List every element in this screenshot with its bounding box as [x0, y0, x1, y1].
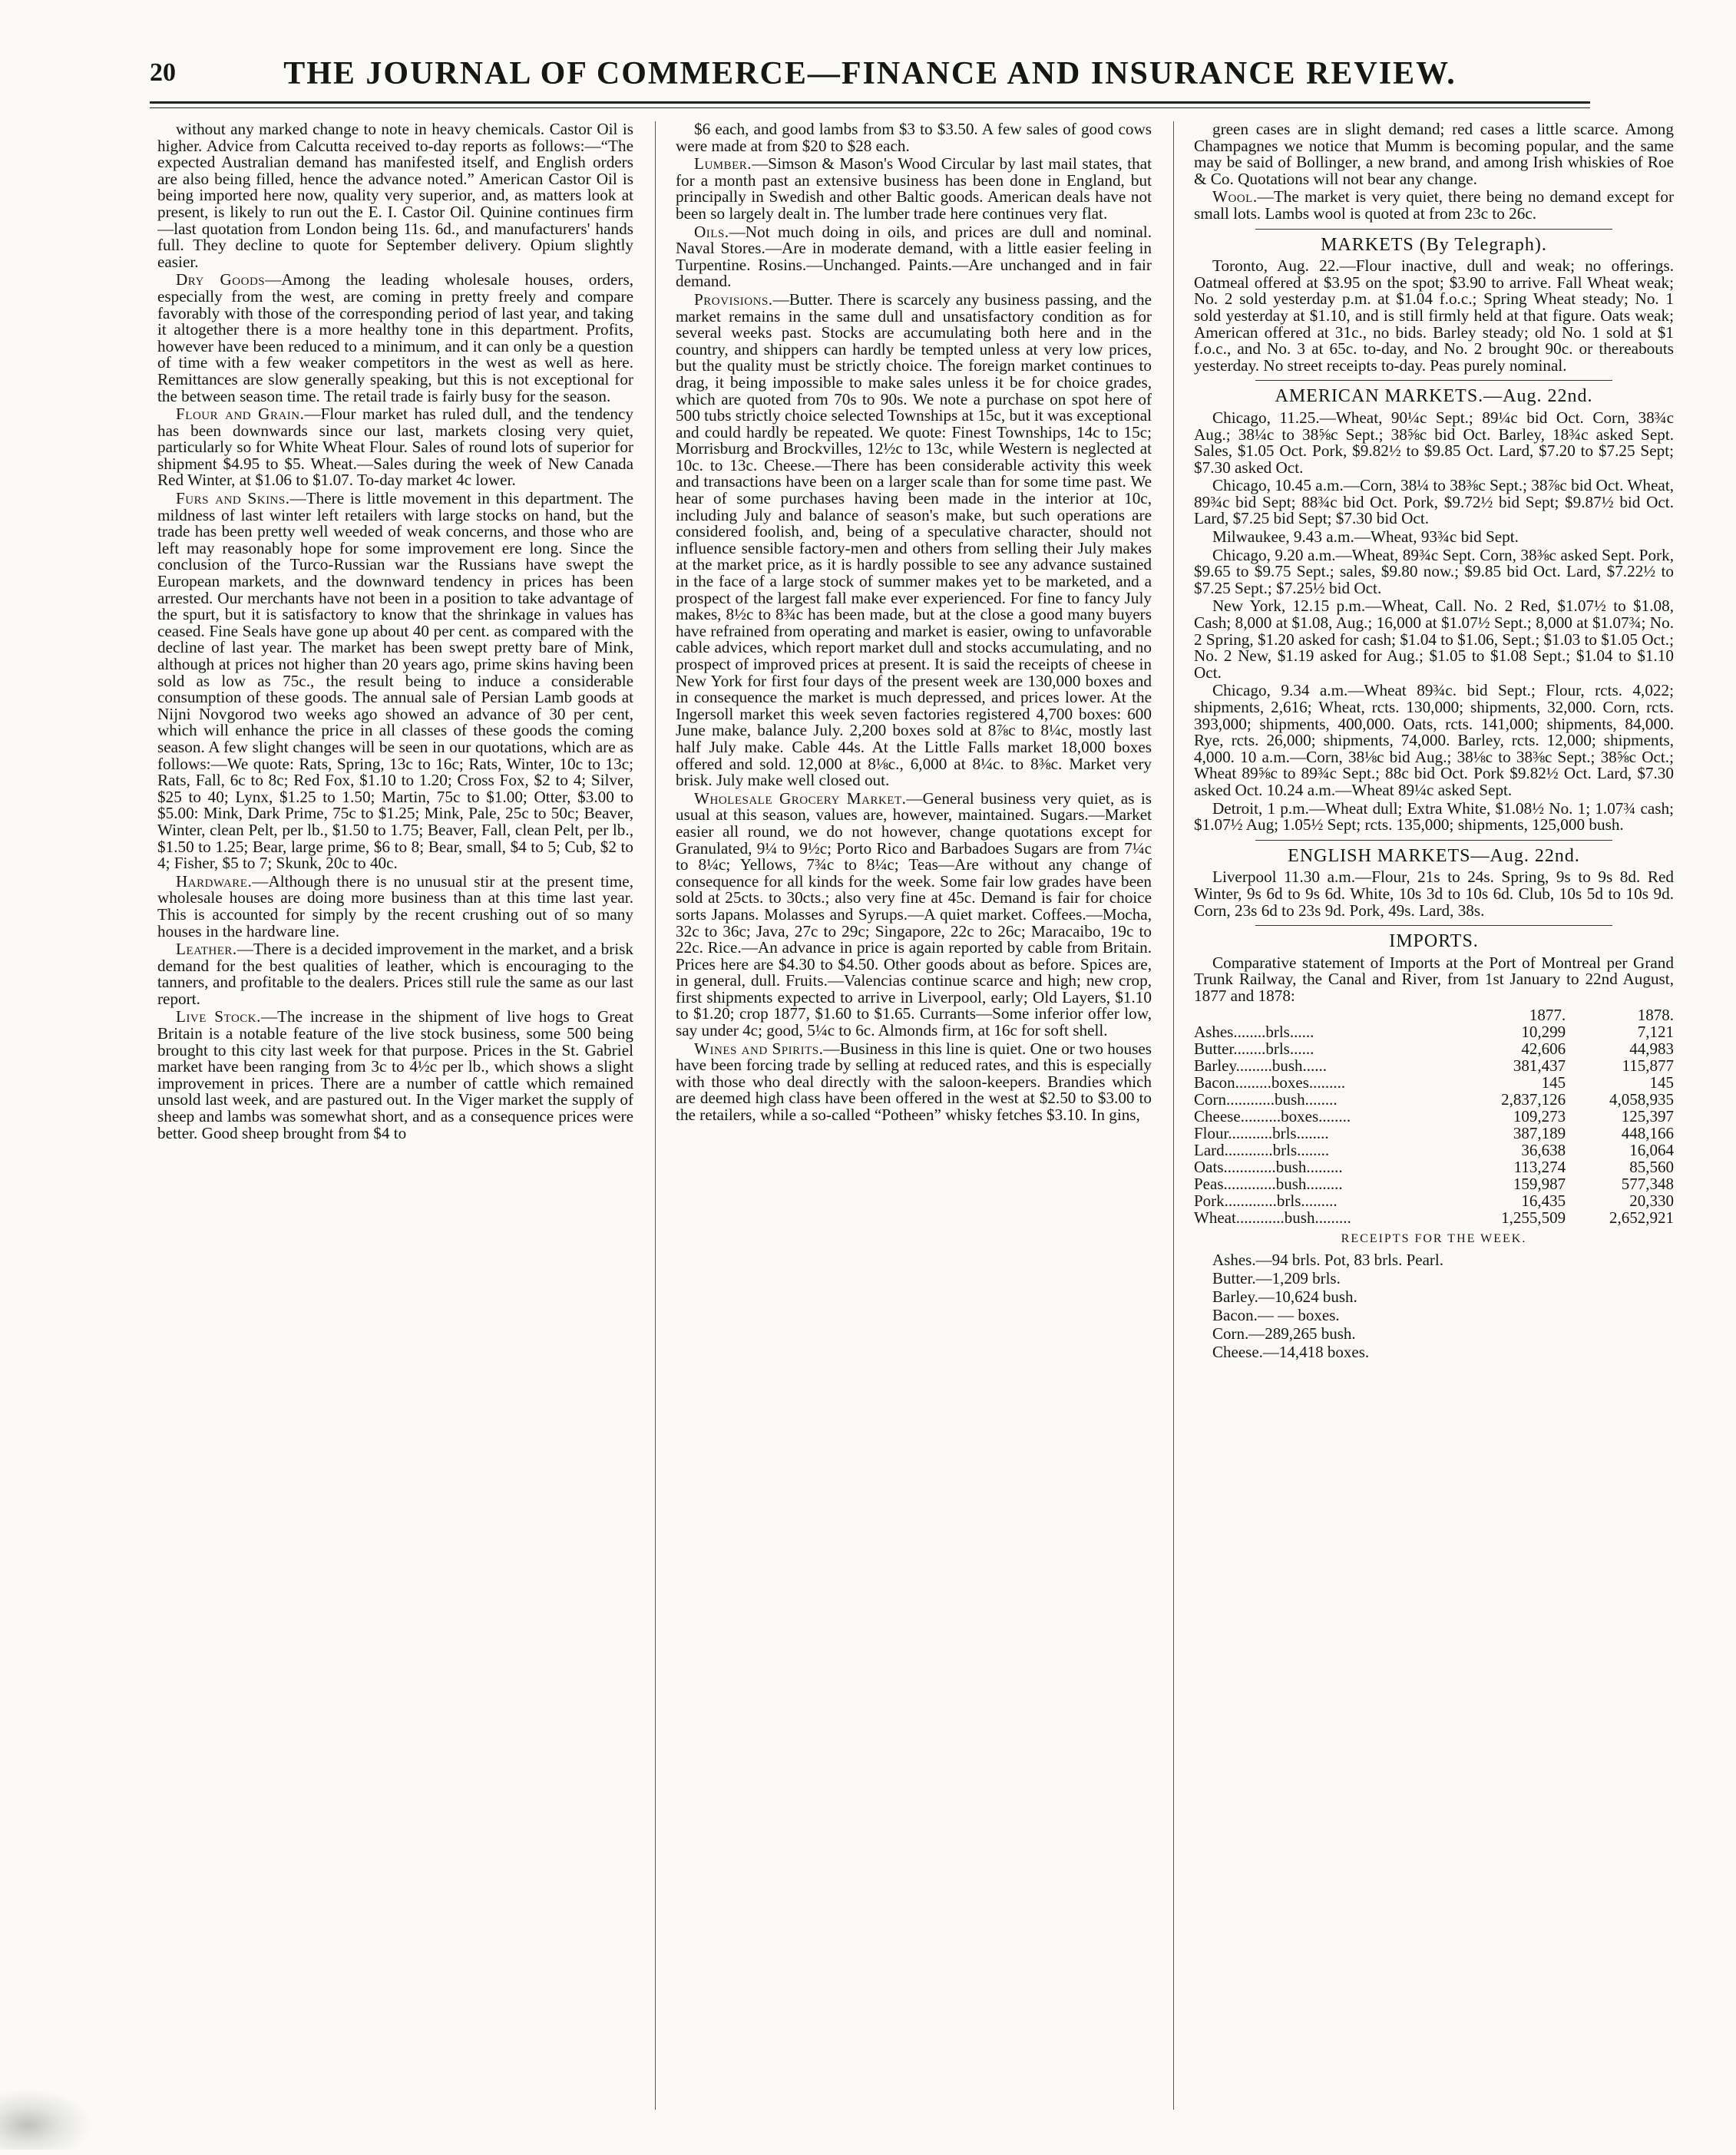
article-paragraph: green cases are in slight demand; red cases a little scarce. Among Champagnes we notice that Mumm is becoming popular, and the same may be said of Bollinger, a new brand, and among Irish whiskies of Roe & Co. Quotations will not bear any change. [1194, 121, 1674, 188]
import-item: Ashes........brls...... [1194, 1022, 1314, 1041]
column-3 [1194, 121, 1674, 2117]
section-rule [1255, 229, 1612, 230]
english-markets-heading: ENGLISH MARKETS—Aug. 22nd. [1288, 845, 1580, 866]
import-value: 4,058,935 [1609, 1089, 1674, 1109]
article-paragraph: $6 each, and good lambs from $3 to $3.50. A few sales of good cows were made at from $20 to $28 each. [676, 121, 1152, 155]
section-heading: Wool. [1212, 187, 1258, 207]
import-value: 16,435 [1521, 1191, 1566, 1210]
section-heading: Furs and Skins. [176, 489, 290, 508]
section-heading: Hardware. [176, 871, 253, 891]
article-paragraph: without any marked change to note in heavy chemicals. Castor Oil is higher. Advice from Calcutta received to-day reports as follows:—“The expected Australian demand has manifested itself, and English orders are also being filled, hence the advance noted.” American Castor Oil is being imported here now, quality very superior, and, as matters look at present, is likely to run out the E. I. Castor Oil. Quinine continues firm—last quotation from London being 11s. 6d., and manufacturers' hands full. They decline to quote for September delivery. Opium slightly easier. [157, 121, 633, 271]
article-paragraph [676, 156, 1152, 222]
import-value: 20,330 [1629, 1191, 1674, 1210]
import-value: 16,064 [1629, 1140, 1674, 1159]
section-rule [1255, 380, 1612, 381]
receipt-line: Ashes.—94 brls. Pot, 83 brls. Pearl. [1212, 1251, 1443, 1270]
paragraph-text: —Business in this line is quiet. One or two houses have been forcing trade by selling at reduced rates, and this is especially with those who deal directly with the saloon-keepers. Brandies which are deemed high class have been offered in the west at $2.50 to $3.00 to the retailers, while a so-called “Potheen” whisky fetches $3.10. In gins, [676, 1039, 1152, 1125]
paragraph-text: —Not much doing in oils, and prices are dull and nominal. Naval Stores.—Are in moderate demand, with a little easier feeling in Turpentine. Rosins.—Unchanged. Paints.—Are unchanged and in fair demand. [676, 222, 1152, 291]
imports-intro: Comparative statement of Imports at the Port of Montreal per Grand Trunk Railway, the Canal and River, from 1st January to 22nd August, 1877 and 1878: [1194, 953, 1674, 1005]
import-value: 42,606 [1521, 1039, 1566, 1058]
paragraph-text: —Flour market has ruled dull, and the tendency has been downwards since our last, markets closing very quiet, particularly so for White Wheat Flour. Sales of round lots of superior for shipment $4.95 to $5. Wheat.—Sales during the week of New Canada Red Winter, at $1.06 to $1.07. To-day market 4c lower. [157, 405, 633, 490]
import-value: 85,560 [1629, 1157, 1674, 1176]
imports-row [1194, 1057, 1674, 1074]
section-heading: Live Stock. [176, 1007, 261, 1026]
imports-year-row [1194, 1006, 1674, 1023]
import-value: 36,638 [1521, 1140, 1566, 1159]
article-paragraph [676, 788, 1152, 1040]
article-paragraph [676, 224, 1152, 290]
paragraph-text: —General business very quiet, as is usual at this season, values are, however, maintained. Sugars.—Market easier all round, we do not however, change quotations except for Granulated, 9¼ to 9½c; Porto Rico and Barbadoes Sugars are from 7¼c to 8¼c; Yellows, 7¾c to 8¼c; Teas—Are without any change of consequence for all kinds for the week. Some fair low grades have been sold at 25cts. to 30cts.; also very fine at 45c. Demand is fair for choice sorts Japans. Molasses and Syrups.—A quiet market. Coffees.—Mocha, 32c to 36c; Java, 27c to 29c; Singapore, 22c to 26c; Maracaibo, 19c to 22c. Rice.—An advance in price is again reported by cable from Britain. Prices here are $4.30 to $4.50. Other goods about as before. Spices are, in general, dull. Fruits.—Valencias continue scarce and high; new crop, first shipments expected to arrive in Liverpool, early; Old Layers, $1.10 to $1.20; crop 1877, $1.60 to $1.65. Currants—Some inferior offer low, say under 4c; good, 5¼c to 6c. Almonds firm, at 16c for soft shell. [676, 788, 1152, 1040]
imports-row [1194, 1074, 1674, 1091]
market-report: New York, 12.15 p.m.—Wheat, Call. No. 2 Red, $1.07½ to $1.08, Cash; 8,000 at $1.08, Aug.; 16,000 at $1.07½ Sept.; 8,000 at $1.07¾; No. 2 Spring, $1.20 asked for cash; $1.04 to $1.06, Sept.; $1.03 to $1.05 Oct.; No. 2 New, $1.19 asked for Aug.; $1.05 to $1.08 Sept.; $1.04 to $1.10 Oct. [1194, 597, 1674, 682]
imports-row [1194, 1040, 1674, 1057]
imports-row [1194, 1158, 1674, 1175]
section-rule [1255, 840, 1612, 841]
section-heading: Wines and Spirits. [694, 1039, 824, 1058]
receipt-line: Bacon.— — boxes. [1212, 1306, 1340, 1325]
section-heading: Lumber. [694, 154, 752, 174]
market-report: Chicago, 11.25.—Wheat, 90¼c Sept.; 89¼c bid Oct. Corn, 38¾c Aug.; 38¼c to 38⅝c Sept.; 38⅝c bid Oct. Barley, 18¾c asked Sept. Sales, $1.05 Oct. Pork, $9.82½ to $9.85 Oct. Lard, $7.20 to $7.25 Sept; $7.30 asked Oct. [1194, 408, 1674, 477]
column-2 [676, 121, 1152, 2117]
imports-row [1194, 1192, 1674, 1209]
market-report: Milwaukee, 9.43 a.m.—Wheat, 93¾c bid Sept. [1212, 527, 1519, 547]
import-item: Bacon.........boxes......... [1194, 1073, 1346, 1092]
imports-row [1194, 1091, 1674, 1108]
paragraph-text: —Simson & Mason's Wood Circular by last mail states, that for a month past an extensive business has been done in England, but principally in Swedish and other Baltic goods. American deals have not been so largely dealt in. The lumber trade here continues very flat. [676, 154, 1152, 223]
paragraph-text: —Although there is no unusual stir at the present time, wholesale houses are doing more business than at this time last year. This is accounted for simply by the recent crushing out of so many houses in the hardware line. [157, 871, 633, 940]
section-heading: Provisions. [694, 289, 773, 309]
article-paragraph [157, 941, 633, 1007]
page-header [150, 55, 1590, 94]
import-item: Wheat............bush......... [1194, 1208, 1351, 1227]
import-item: Butter........brls...... [1194, 1039, 1314, 1058]
receipt-line: Cheese.—14,418 boxes. [1212, 1343, 1370, 1362]
american-markets-heading: AMERICAN MARKETS.—Aug. 22nd. [1275, 386, 1593, 407]
imports-row [1194, 1175, 1674, 1192]
paragraph-text: —The increase in the shipment of live hogs to Great Britain is a notable feature of the live stock business, some 500 being brought to this city last week for that purpose. Prices in the St. Gabriel market have been ranging from 3c to 4½c per lb., which shows a slight improvement in prices. There are a number of cattle which remained unsold last week, and are pastured out. In the Viger market the supply of sheep and lambs was somewhat short, and as a consequence prices were better. Good sheep brought from $4 to [157, 1007, 633, 1142]
masthead-title: THE JOURNAL OF COMMERCE—FINANCE AND INSURANCE REVIEW. [283, 56, 1457, 91]
header-rule-thin [150, 107, 1590, 108]
paragraph-text: —The market is very quiet, there being no demand except for small lots. Lambs wool is quoted at from 23c to 26c. [1194, 187, 1674, 223]
import-value: 109,273 [1513, 1106, 1566, 1125]
receipt-line: Butter.—1,209 brls. [1212, 1269, 1341, 1288]
english-report: Liverpool 11.30 a.m.—Flour, 21s to 24s. Spring, 9s to 9s 8d. Red Winter, 9s 6d to 9s 6d. White, 10s 3d to 10s 6d. Club, 10s 5d to 10s 9d. Corn, 23s 6d to 23s 9d. Pork, 49s. Lard, 38s. [1194, 868, 1674, 920]
paragraph-text: —There is little movement in this department. The mildness of last winter left retailers with large stocks on hand, but the trade has been pretty well weeded of weak concerns, and those who are left may reasonably hope for some improvement ere long. Since the conclusion of the Turco-Russian war the Russians have swept the European markets, and the downward tendency in prices has been arrested. Our merchants have not been in a position to take advantage of the spurt, but it is satisfactory to know that the shrinkage in values has ceased. Fine Seals have gone up about 40 per cent. as compared with the decline of last year. The market has been swept pretty bare of Mink, although at prices not higher than 20 years ago, prime skins having been sold as low as 75c., the result being to induce a considerable consumption of these goods. The annual sale of Persian Lamb goods at Nijni Novgorod two weeks ago showed an advance of 30 per cent, which will enhance the price in all classes of these goods the coming season. A few slight changes will be seen in our quotations, which are as follows:—We quote: Rats, Spring, 13c to 16c; Rats, Winter, 10c to 13c; Rats, Fall, 6c to 8c; Red Fox, $1.10 to 1.20; Cross Fox, $2 to 4; Silver, $25 to 40; Lynx, $1.25 to 1.50; Martin, 75c to $1.00; Otter, $3.00 to $5.00: Mink, Dark Prime, 75c to $1.25; Mink, Pale, 25c to 50c; Beaver, Winter, clean Pelt, per lb., $1.50 to 1.75; Beaver, Fall, clean Pelt, per lb., $1.50 to 1.25; Bear, large prime, $6 to 8; Bear, small, $4 to 5; Cub, $2 to 4; Fisher, $5 to 7; Skunk, 20c to 40c. [157, 489, 633, 873]
import-value: 1,255,509 [1501, 1208, 1566, 1227]
import-value: 7,121 [1637, 1022, 1674, 1041]
import-value: 115,877 [1622, 1056, 1674, 1075]
import-item: Pork.............brls......... [1194, 1191, 1338, 1210]
page-number: 20 [150, 58, 176, 87]
imports-row [1194, 1125, 1674, 1142]
paragraph-text: —Butter. There is scarcely any business passing, and the market remains in the same dull and unsatisfactory condition as for several weeks past. Stocks are accumulating both here and in the country, and shippers can hardly be tempted unless at very low prices, but the quality must be strictly choice. The foreign market continues to drag, it being impossible to make sales unless it be for choice grades, which are quoted from 70s to 90s. We note a purchase on spot here of 500 tubs strictly choice selected Townships at 15c, but it was exceptional and could hardly be repeated. We quote: Finest Townships, 14c to 15c; Morrisburg and Brockvilles, 12½c to 13c, while Western is neglected at 10c. to 13c. Cheese.—There has been considerable activity this week and transactions have been on a larger scale than for some time past. We hear of some purchases having been made in the interior at 10c, including July and balance of season's make, but such operations are considered foolish, and, being of a speculative character, should not influence sensible factory-men and others from selling their July makes at the market price, as it is hardly possible to see any advance sustained in the face of a large stock of summer makes yet to be marketed, and a prospect of the largest fall make ever experienced. For fine to fancy July makes, 8½c to 8¾c has been made, but at the close a good many buyers have refrained from operating and market is easier, owing to unfavorable cable advices, which report market dull and stocks accumulating, and no prospect of improved prices at present. It is said the receipts of cheese in New York for first four days of the present week are 130,000 boxes and in consequence the market is much depressed, and prices lower. At the Ingersoll market this week seven factories registered 4,700 boxes: 600 June make, balance July. 2,200 boxes sold at 8⅞c to 8¼c, mostly last half July make. Cable 44s. At the Little Falls market 18,000 boxes offered and sold. 12,000 at 8⅛c., 6,000 at 8¼c. to 8⅜c. Market very brisk. July make well closed out. [676, 289, 1152, 790]
import-value: 381,437 [1513, 1056, 1566, 1075]
year-header: 1878. [1637, 1005, 1674, 1024]
column-1 [157, 121, 633, 2117]
imports-row [1194, 1108, 1674, 1125]
article-paragraph [676, 1041, 1152, 1124]
market-report: Chicago, 10.45 a.m.—Corn, 38¼ to 38⅜c Sept.; 38⅞c bid Oct. Wheat, 89¾c bid Sept; 88¾c bid Oct. Pork, $9.72½ bid Sept; $9.87½ bid Oct. Lard, $7.25 bid Sept; $7.30 bid Oct. [1194, 476, 1674, 528]
header-rule [150, 101, 1590, 104]
year-header: 1877. [1529, 1005, 1566, 1024]
import-item: Oats.............bush......... [1194, 1157, 1343, 1176]
imports-heading: IMPORTS. [1389, 931, 1479, 952]
article-paragraph [157, 272, 633, 405]
imports-row [1194, 1023, 1674, 1040]
imports-row [1194, 1209, 1674, 1226]
receipt-line: Corn.—289,265 bush. [1212, 1324, 1356, 1344]
imports-row [1194, 1142, 1674, 1158]
markets-heading: MARKETS (By Telegraph). [1321, 234, 1547, 255]
import-value: 2,652,921 [1609, 1208, 1674, 1227]
import-item: Corn............bush........ [1194, 1089, 1338, 1109]
market-report: Chicago, 9.20 a.m.—Wheat, 89¾c Sept. Corn, 38⅜c asked Sept. Pork, $9.65 to $9.75 Sept.; sales, $9.80 now.; $9.85 bid Oct. Lard, $7.22½ to $7.25 Sept.; $7.25½ bid Oct. [1194, 545, 1674, 597]
article-paragraph [157, 871, 633, 940]
import-value: 577,348 [1621, 1174, 1674, 1193]
article-paragraph [157, 406, 633, 489]
import-value: 387,189 [1513, 1123, 1566, 1142]
toronto-report: Toronto, Aug. 22.—Flour inactive, dull and weak; no offerings. Oatmeal offered at $3.95 on the spot; $3.90 to arrive. Fall Wheat weak; No. 2 sold yesterday p.m. at $1.04 f.o.c.; Spring Wheat steady; No. 1 sold yesterday at $1.10, and is still firmly held at that figure. Oats weak; American offered at 31c., no bids. Barley steady; old No. 1 sold at $1 f.o.c., and No. 3 at 65c. to-day, and No. 2 brought 90c. or thereabouts yesterday. No street receipts to-day. Peas purely nominal. [1194, 256, 1674, 375]
article-paragraph [157, 1009, 633, 1142]
paragraph-text: —There is a decided improvement in the market, and a brisk demand for the best qualities of leather, which is encouraging to the tanners, and profitable to the dealers. Prices still rule the same as our last report. [157, 940, 633, 1008]
import-value: 125,397 [1621, 1106, 1674, 1125]
section-heading: Flour and Grain. [176, 405, 305, 424]
article-paragraph [157, 491, 633, 872]
market-report: Chicago, 9.34 a.m.—Wheat 89¾c. bid Sept.; Flour, rcts. 4,022; shipments, 2,616; Wheat, rcts. 130,000; shipments, 32,000. Corn, rcts. 393,000; shipments, 400,000. Oats, rcts. 141,000; shipments, 84,000. Rye, rcts. 26,000; shipments, 74,000. Barley, rcts. 12,000; shipments, 4,000. 10 a.m.—Corn, 38⅛c bid Aug.; 38⅛c to 38⅜c Sept.; 38⅝c Oct.; Wheat 89⅝c to 89¾c Sept.; 88c bid Oct. Pork $9.82½ Oct. Lard, $7.30 asked Oct. 10.24 a.m.—Wheat 89¼c asked Sept. [1194, 681, 1674, 799]
paragraph-text: —Among the leading wholesale houses, orders, especially from the west, are coming in pretty freely and compare favorably with those of the corresponding period of last year, and taking it altogether there is a more healthy tone in this department. Profits, however have been reduced to a minimum, and it can only be a question of time with a few weaker competitors in the west as well as here. Remittances are slow generally speaking, but this is not exceptional for the between season time. The retail trade is fairly busy for the season. [157, 270, 633, 405]
import-value: 2,837,126 [1501, 1089, 1566, 1109]
import-value: 448,166 [1621, 1123, 1674, 1142]
import-item: Flour...........brls........ [1194, 1123, 1329, 1142]
section-heading: Leather. [176, 940, 237, 959]
import-item: Lard............brls........ [1194, 1140, 1330, 1159]
import-value: 145 [1649, 1073, 1674, 1092]
column-divider [1173, 121, 1174, 2110]
receipts-heading: RECEIPTS FOR THE WEEK. [1341, 1231, 1527, 1245]
section-heading: Dry Goods [176, 270, 266, 289]
import-value: 159,987 [1513, 1174, 1566, 1193]
page-smudge [0, 2088, 92, 2150]
receipts-list [1194, 1251, 1674, 1360]
receipt-line: Barley.—10,624 bush. [1212, 1287, 1357, 1307]
section-heading: Oils. [694, 222, 729, 241]
column-divider [655, 121, 656, 2110]
import-item: Peas.............bush......... [1194, 1174, 1343, 1193]
section-heading: Wholesale Grocery Market. [694, 788, 907, 808]
section-rule [1255, 925, 1612, 926]
import-item: Cheese..........boxes........ [1194, 1106, 1351, 1125]
import-value: 44,983 [1629, 1039, 1674, 1058]
import-item: Barley.........bush...... [1194, 1056, 1328, 1075]
import-value: 113,274 [1513, 1157, 1566, 1176]
imports-table [1194, 1006, 1674, 1226]
article-paragraph [676, 289, 1152, 790]
import-value: 145 [1541, 1073, 1566, 1092]
import-value: 10,299 [1521, 1022, 1566, 1041]
article-paragraph [1194, 189, 1674, 222]
market-report: Detroit, 1 p.m.—Wheat dull; Extra White, $1.08½ No. 1; 1.07¾ cash; $1.07½ Aug; 1.05½ Sept; rcts. 135,000; shipments, 125,000 bush. [1194, 798, 1674, 835]
